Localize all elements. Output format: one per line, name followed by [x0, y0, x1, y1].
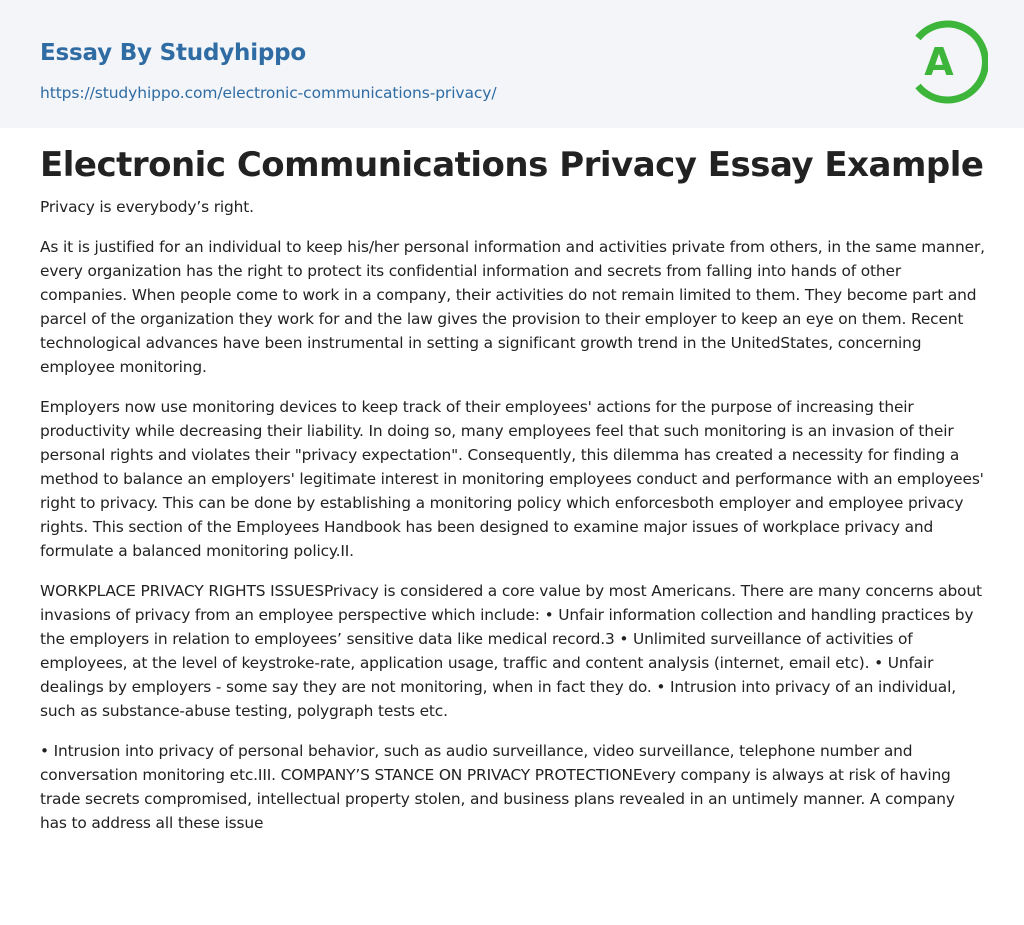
article	[40, 145, 986, 851]
essay-url-link[interactable]: https://studyhippo.com/electronic-communications-privacy/	[40, 84, 497, 102]
studyhippo-logo-icon[interactable]	[912, 18, 988, 106]
logo-letter: A	[924, 40, 954, 84]
article-paragraph: Employers now use monitoring devices to keep track of their employees' actions for the purpose of increasing their productivity while decreasing their liability. In doing so, many employees feel that such monitoring is an invasion of their personal rights and violates their "privacy expectation". Consequently, this dilemma has created a necessity for finding a method to balance an employers' legitimate interest in monitoring employees conduct and performance with an employees' right to privacy. This can be done by establishing a monitoring policy which enforcesboth employer and employee privacy rights. This section of the Employees Handbook has been designed to examine major issues of workplace privacy and formulate a balanced monitoring policy.II.	[40, 398, 984, 560]
page-title: Electronic Communications Privacy Essay Example	[40, 145, 984, 185]
article-paragraph: As it is justified for an individual to keep his/her personal information and activities private from others, in the same manner, every organization has the right to protect its confidential information and secrets from falling into hands of other companies. When people come to work in a company, their activities do not remain limited to them. They become part and parcel of the organization they work for and the law gives the provision to their employer to keep an eye on them. Recent technological advances have been instrumental in setting a significant growth trend in the UnitedStates, concerning employee monitoring.	[40, 238, 985, 376]
site-title[interactable]: Essay By Studyhippo	[40, 40, 307, 66]
article-paragraph: WORKPLACE PRIVACY RIGHTS ISSUESPrivacy is considered a core value by most Americans. There are many concerns about invasions of privacy from an employee perspective which include: • Unfair information collection and handling practices by the employers in relation to employees’ sensitive data like medical record.3 • Unlimited surveillance of activities of employees, at the level of keystroke-rate, application usage, traffic and content analysis (internet, email etc). • Unfair dealings by employers - some say they are not monitoring, when in fact they do. • Intrusion into privacy of an individual, such as substance-abuse testing, polygraph tests etc.	[40, 582, 982, 720]
article-paragraph: Privacy is everybody’s right.	[40, 198, 254, 216]
article-paragraph: • Intrusion into privacy of personal behavior, such as audio surveillance, video surveillance, telephone number and conversation monitoring etc.III. COMPANY’S STANCE ON PRIVACY PROTECTIONEvery company is always at risk of having trade secrets compromised, intellectual property stolen, and business plans revealed in an untimely manner. A company has to address all these issue	[40, 742, 955, 832]
site-header	[0, 0, 1024, 128]
